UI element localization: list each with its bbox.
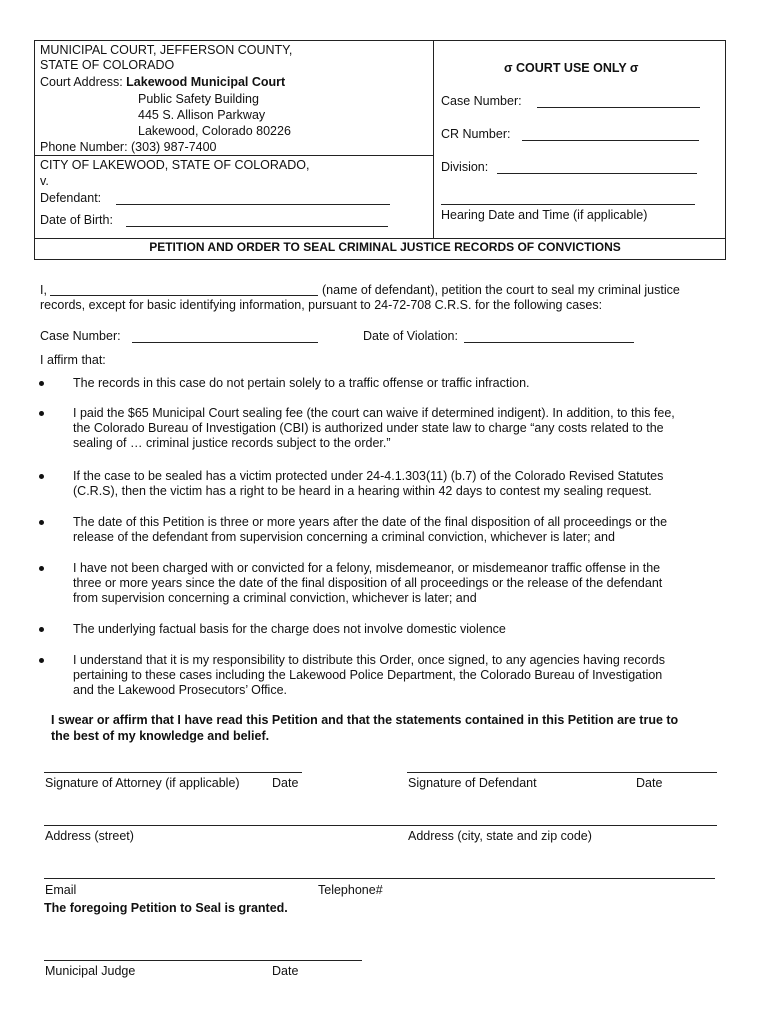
address-city-label: Address (city, state and zip code) bbox=[408, 829, 592, 843]
bullet-5-line-3: from supervision concerning a criminal conviction, whichever is later; and bbox=[73, 591, 477, 605]
dob-field[interactable] bbox=[126, 226, 388, 227]
address-line-1: Public Safety Building bbox=[138, 92, 259, 106]
intro-line-2: records, except for basic identifying information, pursuant to 24-72-708 C.R.S. for the following cases: bbox=[40, 298, 603, 312]
address-street-label: Address (street) bbox=[45, 829, 134, 843]
bullet-dot bbox=[39, 381, 44, 386]
bullet-dot bbox=[39, 474, 44, 479]
caption-divider bbox=[433, 40, 434, 238]
bullet-6-line-1: The underlying factual basis for the charge does not involve domestic violence bbox=[73, 622, 506, 636]
court-address-label: Court Address: bbox=[40, 75, 123, 89]
contact-line[interactable] bbox=[44, 878, 715, 879]
bullet-5-line-1: I have not been charged with or convicted for a felony, misdemeanor, or misdemeanor traffic offense in the bbox=[73, 561, 661, 575]
parties-divider bbox=[34, 155, 433, 156]
address-line[interactable] bbox=[44, 825, 717, 826]
bullet-dot bbox=[39, 658, 44, 663]
i-label: I, bbox=[40, 283, 47, 297]
division-label: Division: bbox=[441, 160, 489, 174]
defendant-label: Defendant: bbox=[40, 191, 102, 205]
oath-line-2: the best of my knowledge and belief. bbox=[51, 729, 270, 743]
defendant-field[interactable] bbox=[116, 204, 390, 205]
bullet-3-line-2: (C.R.S), then the victim has a right to be heard in a hearing within 42 days to contest my sealing request. bbox=[73, 484, 652, 498]
bullet-5-line-2: three or more years since the date of the final disposition of all proceedings or the release of the defendant bbox=[73, 576, 663, 590]
bullet-2-line-3: sealing of … criminal justice records subject to the order.” bbox=[73, 436, 391, 450]
case-number-row-label: Case Number: bbox=[40, 329, 121, 343]
court-line-2: STATE OF COLORADO bbox=[40, 58, 175, 72]
bullet-2-line-2: the Colorado Bureau of Investigation (CBI) is authorized under state law to charge “any costs related to the bbox=[73, 421, 664, 435]
dob-label: Date of Birth: bbox=[40, 213, 113, 227]
cr-number-field[interactable] bbox=[522, 140, 699, 141]
bullet-7-line-2: pertaining to these cases including the Lakewood Police Department, the Colorado Bureau of Investigation bbox=[73, 668, 663, 682]
bullet-7-line-3: and the Lakewood Prosecutors’ Office. bbox=[73, 683, 288, 697]
bullet-1-line-1: The records in this case do not pertain solely to a traffic offense or traffic infraction. bbox=[73, 376, 530, 390]
oath-line-1: I swear or affirm that I have read this Petition and that the statements contained in this Petition are true to bbox=[51, 713, 679, 727]
judge-signature-line[interactable] bbox=[44, 960, 362, 961]
telephone-label: Telephone# bbox=[318, 883, 383, 897]
bullet-dot bbox=[39, 566, 44, 571]
address-line-2: 445 S. Allison Parkway bbox=[138, 108, 266, 122]
cr-number-label: CR Number: bbox=[441, 127, 511, 141]
violation-date-field[interactable] bbox=[464, 342, 634, 343]
bullet-2-line-1: I paid the $65 Municipal Court sealing fee (the court can waive if determined indigent). In addition, to this fee, bbox=[73, 406, 675, 420]
bullet-dot bbox=[39, 627, 44, 632]
bullet-4-line-2: release of the defendant from supervision concerning a criminal conviction, whichever is later; and bbox=[73, 530, 615, 544]
phone-number: Phone Number: (303) 987-7400 bbox=[40, 140, 217, 154]
hearing-field[interactable] bbox=[441, 204, 695, 205]
court-use-heading: σ COURT USE ONLY σ bbox=[504, 61, 639, 75]
address-line-3: Lakewood, Colorado 80226 bbox=[138, 124, 291, 138]
defendant-signature-line[interactable] bbox=[407, 772, 717, 773]
court-line-1: MUNICIPAL COURT, JEFFERSON COUNTY, bbox=[40, 43, 293, 57]
attorney-date-label: Date bbox=[272, 776, 299, 790]
petition-granted-text: The foregoing Petition to Seal is granted. bbox=[44, 901, 288, 915]
versus-line: v. bbox=[40, 174, 49, 188]
bullet-3-line-1: If the case to be sealed has a victim protected under 24-4.1.303(11) (b.7) of the Colorado Revised Statutes bbox=[73, 469, 664, 483]
defendant-date-label: Date bbox=[636, 776, 663, 790]
form-title: PETITION AND ORDER TO SEAL CRIMINAL JUSTICE RECORDS OF CONVICTIONS bbox=[149, 240, 621, 254]
case-number-label: Case Number: bbox=[441, 94, 522, 108]
bullet-dot bbox=[39, 520, 44, 525]
division-field[interactable] bbox=[497, 173, 697, 174]
defendant-name-field[interactable] bbox=[50, 295, 318, 296]
judge-date-label: Date bbox=[272, 964, 299, 978]
attorney-signature-label: Signature of Attorney (if applicable) bbox=[45, 776, 240, 790]
affirm-label: I affirm that: bbox=[40, 353, 106, 367]
title-divider bbox=[34, 238, 726, 239]
hearing-label: Hearing Date and Time (if applicable) bbox=[441, 208, 648, 222]
violation-date-label: Date of Violation: bbox=[363, 329, 458, 343]
judge-label: Municipal Judge bbox=[45, 964, 136, 978]
court-name: Lakewood Municipal Court bbox=[126, 75, 286, 89]
defendant-signature-label: Signature of Defendant bbox=[408, 776, 537, 790]
court-address-row bbox=[40, 75, 285, 90]
attorney-signature-line[interactable] bbox=[44, 772, 302, 773]
intro-line-1: (name of defendant), petition the court to seal my criminal justice bbox=[322, 283, 680, 297]
bullet-7-line-1: I understand that it is my responsibility to distribute this Order, once signed, to any agencies having records bbox=[73, 653, 665, 667]
parties-line: CITY OF LAKEWOOD, STATE OF COLORADO, bbox=[40, 158, 310, 172]
bullet-dot bbox=[39, 411, 44, 416]
case-number-field[interactable] bbox=[537, 107, 700, 108]
intro-case-number-field[interactable] bbox=[132, 342, 318, 343]
bullet-4-line-1: The date of this Petition is three or more years after the date of the final disposition of all proceedings or the bbox=[73, 515, 668, 529]
email-label: Email bbox=[45, 883, 77, 897]
